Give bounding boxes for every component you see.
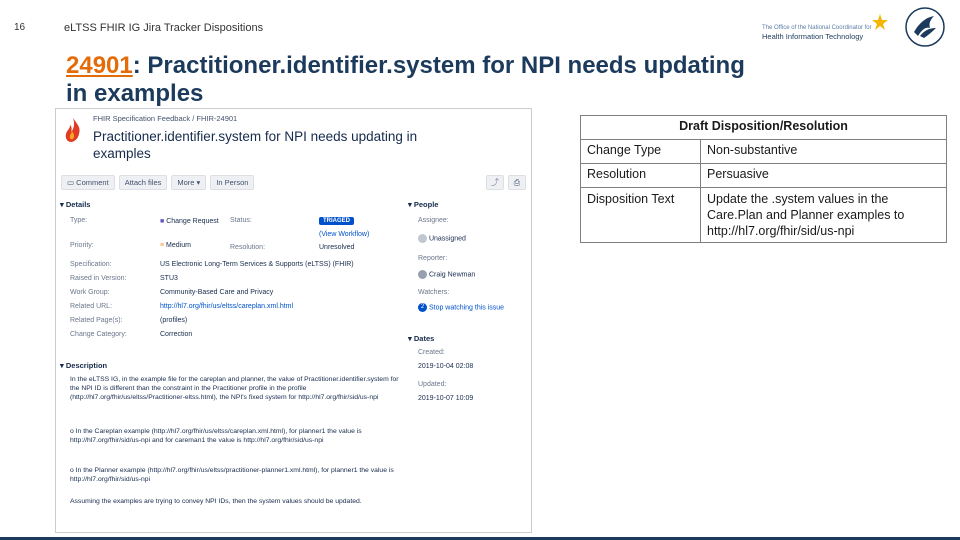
slide-header: eLTSS FHIR IG Jira Tracker Dispositions [64, 22, 264, 34]
hhs-eagle-logo [904, 6, 946, 48]
share-icon[interactable]: ⤴ [486, 175, 504, 190]
reporter-label: Reporter: [418, 255, 448, 262]
breadcrumb[interactable]: FHIR Specification Feedback / FHIR-24901 [93, 114, 238, 123]
issue-link[interactable]: 24901 [66, 52, 133, 79]
related-url-label: Related URL: [70, 303, 113, 310]
disposition-text-key: Disposition Text [581, 188, 701, 243]
related-pages-value: (profiles) [160, 317, 188, 324]
created-value: 2019-10-04 02:08 [418, 363, 474, 370]
view-workflow-link[interactable]: (View Workflow) [319, 231, 370, 238]
stop-watching-link[interactable]: 2 Stop watching this issue [418, 303, 504, 312]
specification-label: Specification: [70, 261, 112, 268]
work-group-label: Work Group: [70, 289, 110, 296]
change-type-value: Non-substantive [701, 140, 947, 164]
type-label: Type: [70, 217, 88, 224]
description-paragraph-4: Assuming the examples are trying to convey NPI IDs, then the system values should be updated. [70, 498, 362, 505]
toolbar-right [486, 175, 526, 190]
onc-logo-line1: The Office of the National Coordinator for [762, 25, 872, 31]
people-heading[interactable]: ▾ People [408, 200, 439, 209]
watchers-label: Watchers: [418, 289, 450, 296]
jira-issue-screenshot [55, 108, 532, 533]
table-row [581, 140, 947, 164]
updated-value: 2019-10-07 10:09 [418, 395, 474, 402]
change-type-key: Change Type [581, 140, 701, 164]
specification-value: US Electronic Long-Term Services & Supports (eLTSS) (FHIR) [160, 261, 354, 268]
raised-in-version-value: STU3 [160, 275, 178, 282]
title-text: : Practitioner.identifier.system for NPI needs updating in examples [66, 52, 745, 107]
resolution-value: Unresolved [319, 244, 355, 251]
table-row [581, 188, 947, 243]
disposition-heading: Draft Disposition/Resolution [581, 116, 947, 140]
slide-number: 16 [14, 22, 26, 33]
medium-priority-icon: ≡ [160, 242, 167, 249]
description-paragraph-1: In the eLTSS IG, in the example file for the careplan and planner, the value of Practitioner.identifier.system for the NPI ID is different than the constraint in the Practitioner profile in the profile (http://hl7.org/fhir/us/eltss/Practitioner-eltss.html), the NPI's fixed system for http://hl7.org/fhir/sid/us-npi [70, 376, 399, 401]
attach-files-button[interactable]: Attach files [119, 175, 168, 190]
in-person-button[interactable]: In Person [210, 175, 254, 190]
onc-logo [762, 12, 892, 48]
issue-toolbar [61, 175, 254, 191]
assignee-label: Assignee: [418, 217, 449, 224]
assignee-value[interactable]: Unassigned [418, 234, 466, 243]
disposition-text-value: Update the .system values in the Care.Plan and Planner examples to http://hl7.org/fhir/sid/us-npi [701, 188, 947, 243]
reporter-value[interactable]: Craig Newman [418, 270, 475, 279]
dates-heading[interactable]: ▾ Dates [408, 334, 435, 343]
description-heading[interactable]: ▾ Description [60, 361, 108, 370]
status-label: Status: [230, 217, 252, 224]
details-heading[interactable]: ▾ Details [60, 200, 91, 209]
change-request-icon: ■ [160, 218, 167, 225]
avatar-icon [418, 234, 427, 243]
resolution-value: Persuasive [701, 164, 947, 188]
change-category-label: Change Category: [70, 331, 127, 338]
raised-in-version-label: Raised in Version: [70, 275, 127, 282]
export-icon[interactable]: ⎙ [508, 175, 526, 190]
updated-label: Updated: [418, 381, 447, 388]
onc-logo-line2: Health Information Technology [762, 32, 864, 41]
status-badge: TRIAGED [319, 217, 354, 225]
resolution-label: Resolution: [230, 244, 266, 251]
more-button[interactable]: More ▾ [171, 175, 206, 190]
description-paragraph-3: o In the Planner example (http://hl7.org/fhir/us/eltss/practitioner-planner1.xml.html), for planner1 the value is http://hl7.org/fhir/sid/us-npi [70, 467, 394, 483]
comment-icon: ▭ [67, 178, 77, 187]
comment-button[interactable]: ▭ Comment [61, 175, 115, 190]
related-pages-label: Related Page(s): [70, 317, 123, 324]
avatar-icon [418, 270, 427, 279]
watch-count-badge: 2 [418, 303, 427, 312]
priority-value: ≡ Medium [160, 242, 191, 249]
slide-title [66, 52, 756, 108]
work-group-value: Community-Based Care and Privacy [160, 289, 274, 296]
created-label: Created: [418, 349, 445, 356]
description-paragraph-2: o In the Careplan example (http://hl7.org/fhir/us/eltss/careplan.xml.html), for planner1 the value is http://hl7.org/fhir/sid/us-npi and for careman1 the value is http://hl7.org/fhir/sid/us-npi [70, 428, 362, 444]
change-category-value: Correction [160, 331, 193, 338]
type-value: ■ Change Request [160, 218, 219, 225]
resolution-key: Resolution [581, 164, 701, 188]
table-row [581, 164, 947, 188]
priority-label: Priority: [70, 242, 94, 249]
related-url-link[interactable]: http://hl7.org/fhir/us/eltss/careplan.xml.html [160, 303, 294, 310]
hl7-fhir-flame-icon [63, 117, 83, 143]
issue-title: Practitioner.identifier.system for NPI needs updating in examples [93, 129, 418, 161]
disposition-table [580, 115, 947, 243]
